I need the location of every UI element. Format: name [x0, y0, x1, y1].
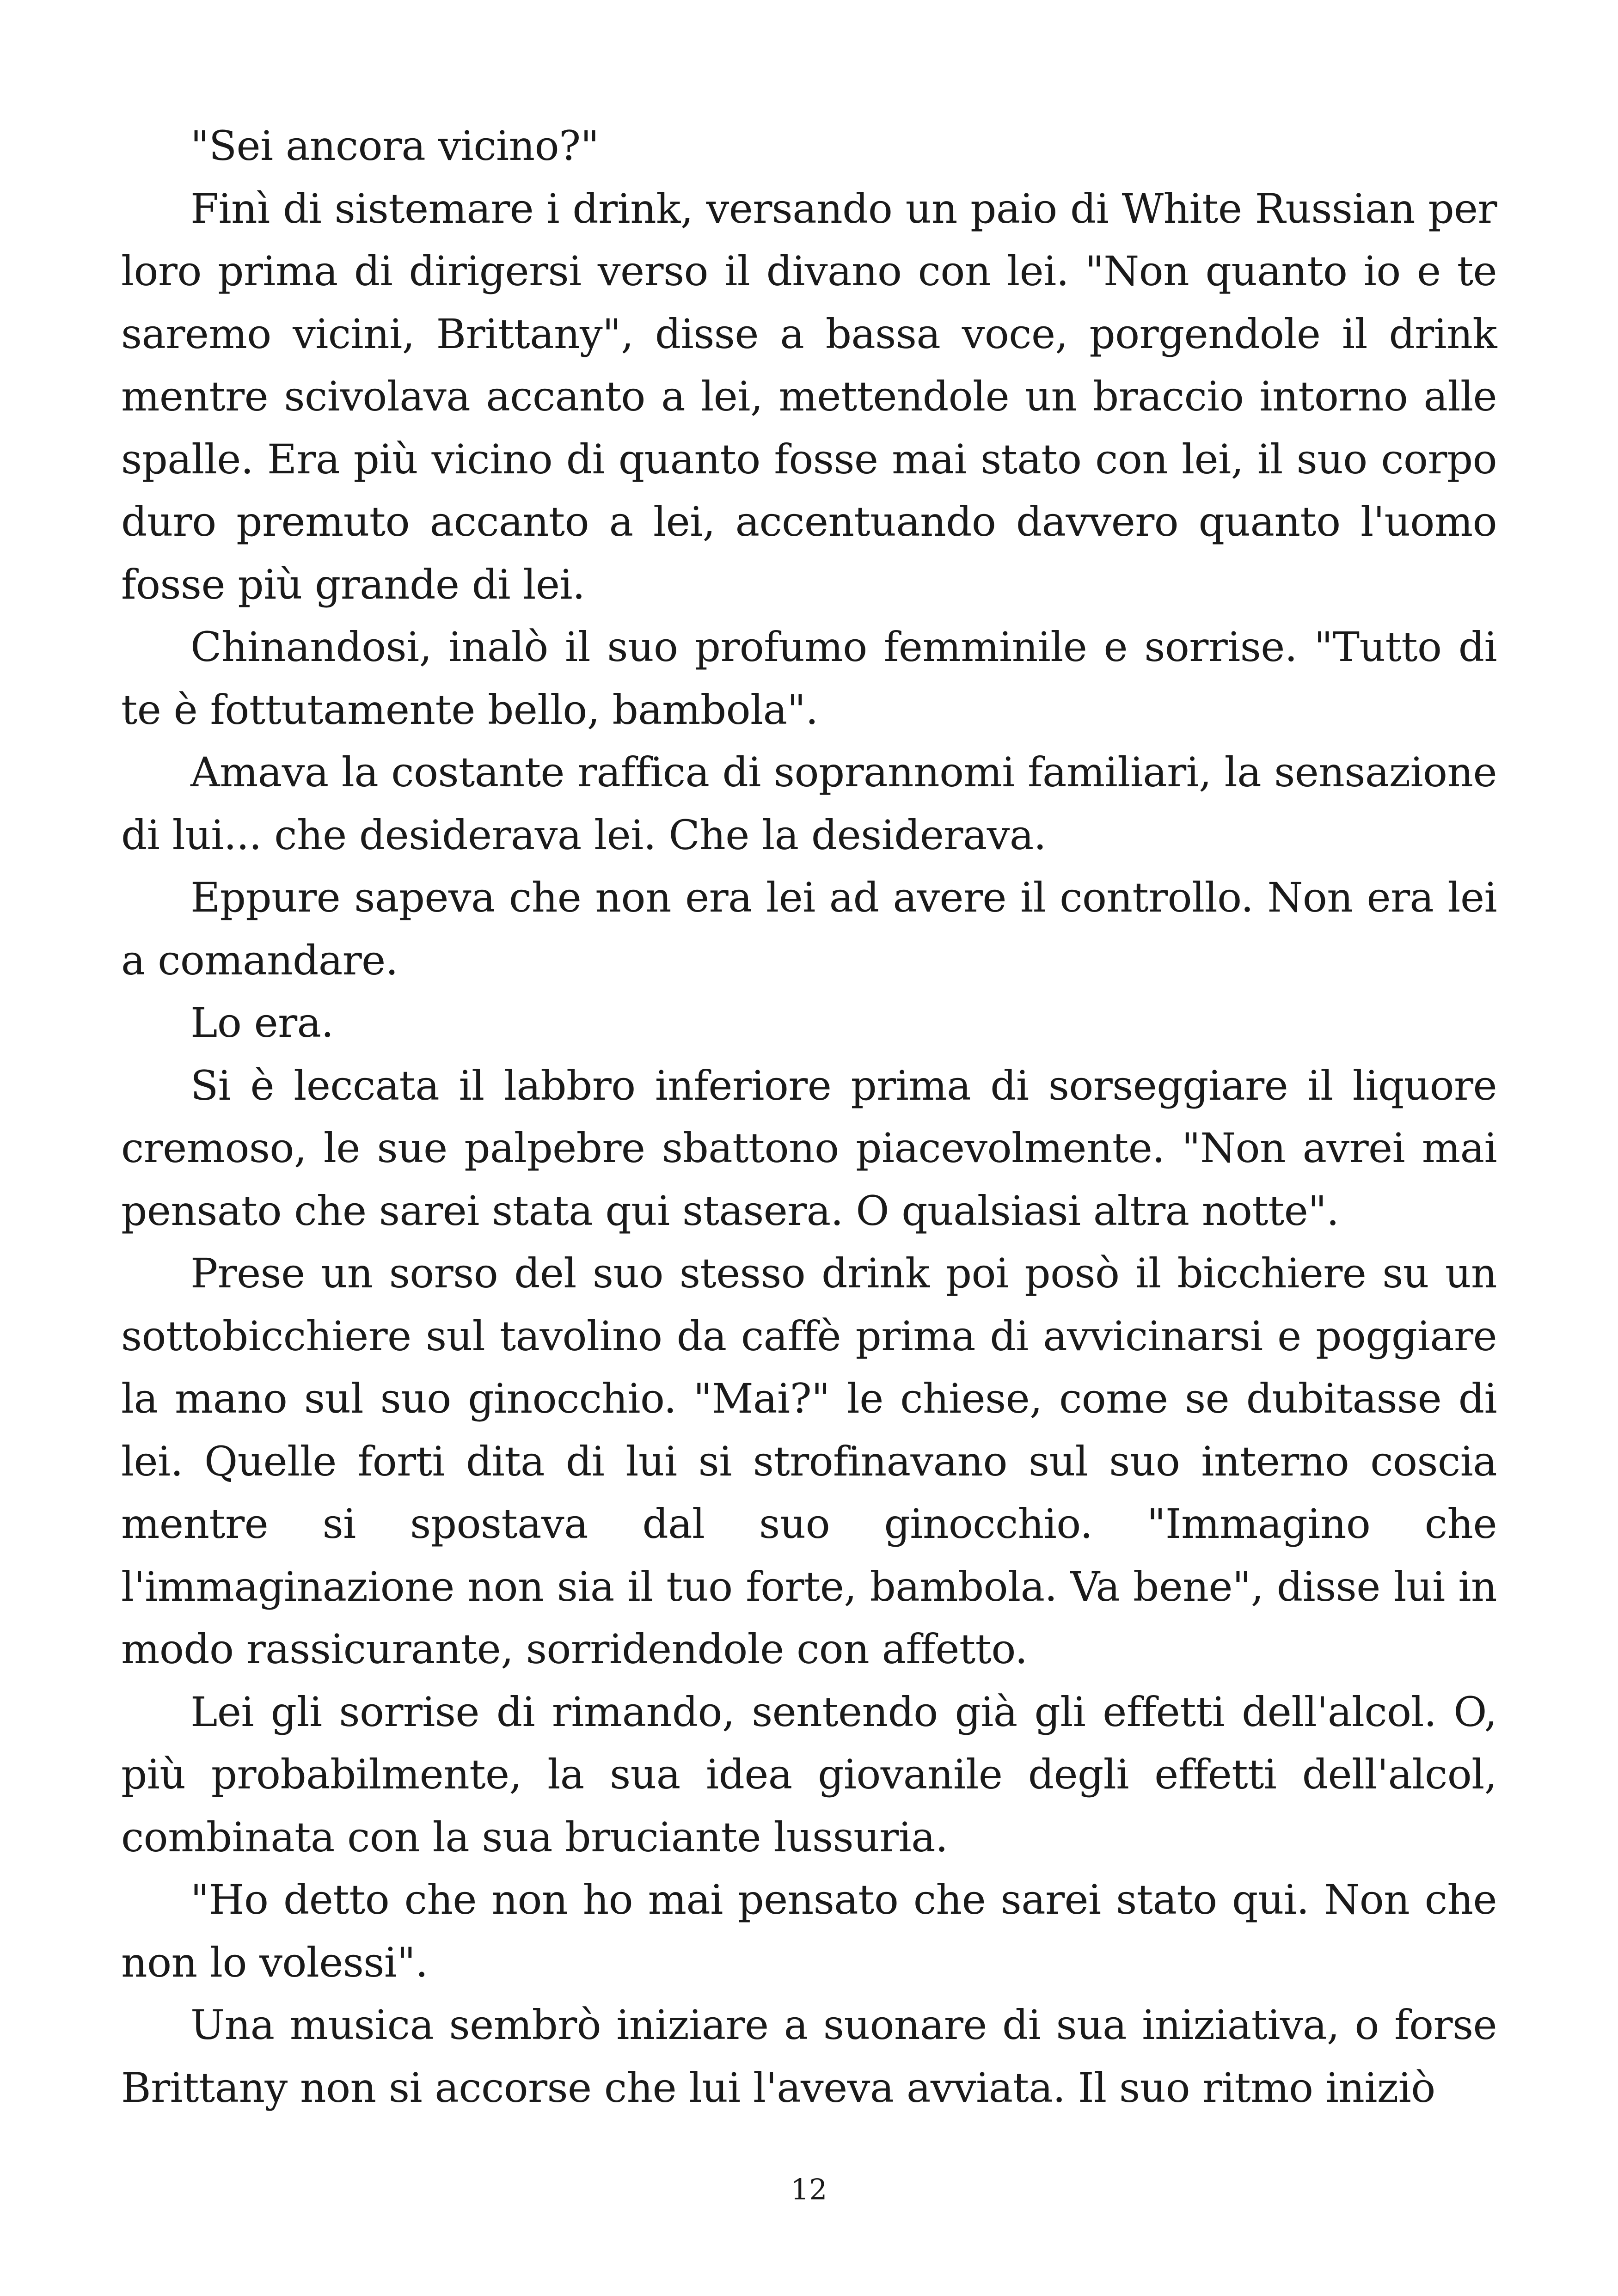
paragraph: Lo era. — [190, 999, 334, 1047]
paragraph: "Sei ancora vicino?" — [190, 122, 599, 170]
paragraph: Amava la costante raffica di soprannomi familiari, la sensazione di lui... che desiderava lei. Che la desiderava. — [121, 748, 1497, 859]
paragraph: Finì di sistemare i drink, versando un paio di White Russian per loro prima di dirigersi verso il divano con lei. "Non quanto io e te saremo vicini, Brittany", disse a bassa voce, porgendole il drink mentre scivolava accanto a lei, mettendole un braccio intorno alle spalle. Era più vicino di quanto fosse mai stato con lei, il suo corpo duro premuto accanto a lei, accentuando davvero quanto l'uomo fosse più grande di lei. — [121, 184, 1497, 608]
paragraph: Eppure sapeva che non era lei ad avere il controllo. Non era lei a comandare. — [121, 874, 1497, 984]
book-page — [121, 115, 1497, 2195]
page-number: 12 — [791, 2173, 827, 2206]
paragraph: "Ho detto che non ho mai pensato che sarei stato qui. Non che non lo volessi". — [121, 1876, 1497, 1986]
paragraph: Lei gli sorrise di rimando, sentendo già gli effetti dell'alcol. O, più probabilmente, la sua idea giovanile degli effetti dell'alcol, combinata con la sua bruciante lussuria. — [121, 1688, 1497, 1861]
paragraph: Si è leccata il labbro inferiore prima di sorseggiare il liquore cremoso, le sue palpebre sbattono piacevolmente. "Non avrei mai pensato che sarei stata qui stasera. O qualsiasi altra notte". — [121, 1061, 1497, 1235]
paragraph: Una musica sembrò iniziare a suonare di sua iniziativa, o forse Brittany non si accorse che lui l'aveva avviata. Il suo ritmo iniziò — [121, 2001, 1497, 2112]
paragraph: Prese un sorso del suo stesso drink poi posò il bicchiere su un sottobicchiere sul tavolino da caffè prima di avvicinarsi e poggiare la mano sul suo ginocchio. "Mai?" le chiese, come se dubitasse di lei. Quelle forti dita di lui si strofinavano sul suo interno coscia mentre si spostava dal suo ginocchio. "Immagino che l'immaginazione non sia il tuo forte, bambola. Va bene", disse lui in modo rassicurante, sorridendole con affetto. — [121, 1249, 1497, 1673]
body-text — [121, 115, 1497, 2119]
paragraph: Chinandosi, inalò il suo profumo femminile e sorrise. "Tutto di te è fottutamente bello, bambola". — [121, 623, 1497, 734]
